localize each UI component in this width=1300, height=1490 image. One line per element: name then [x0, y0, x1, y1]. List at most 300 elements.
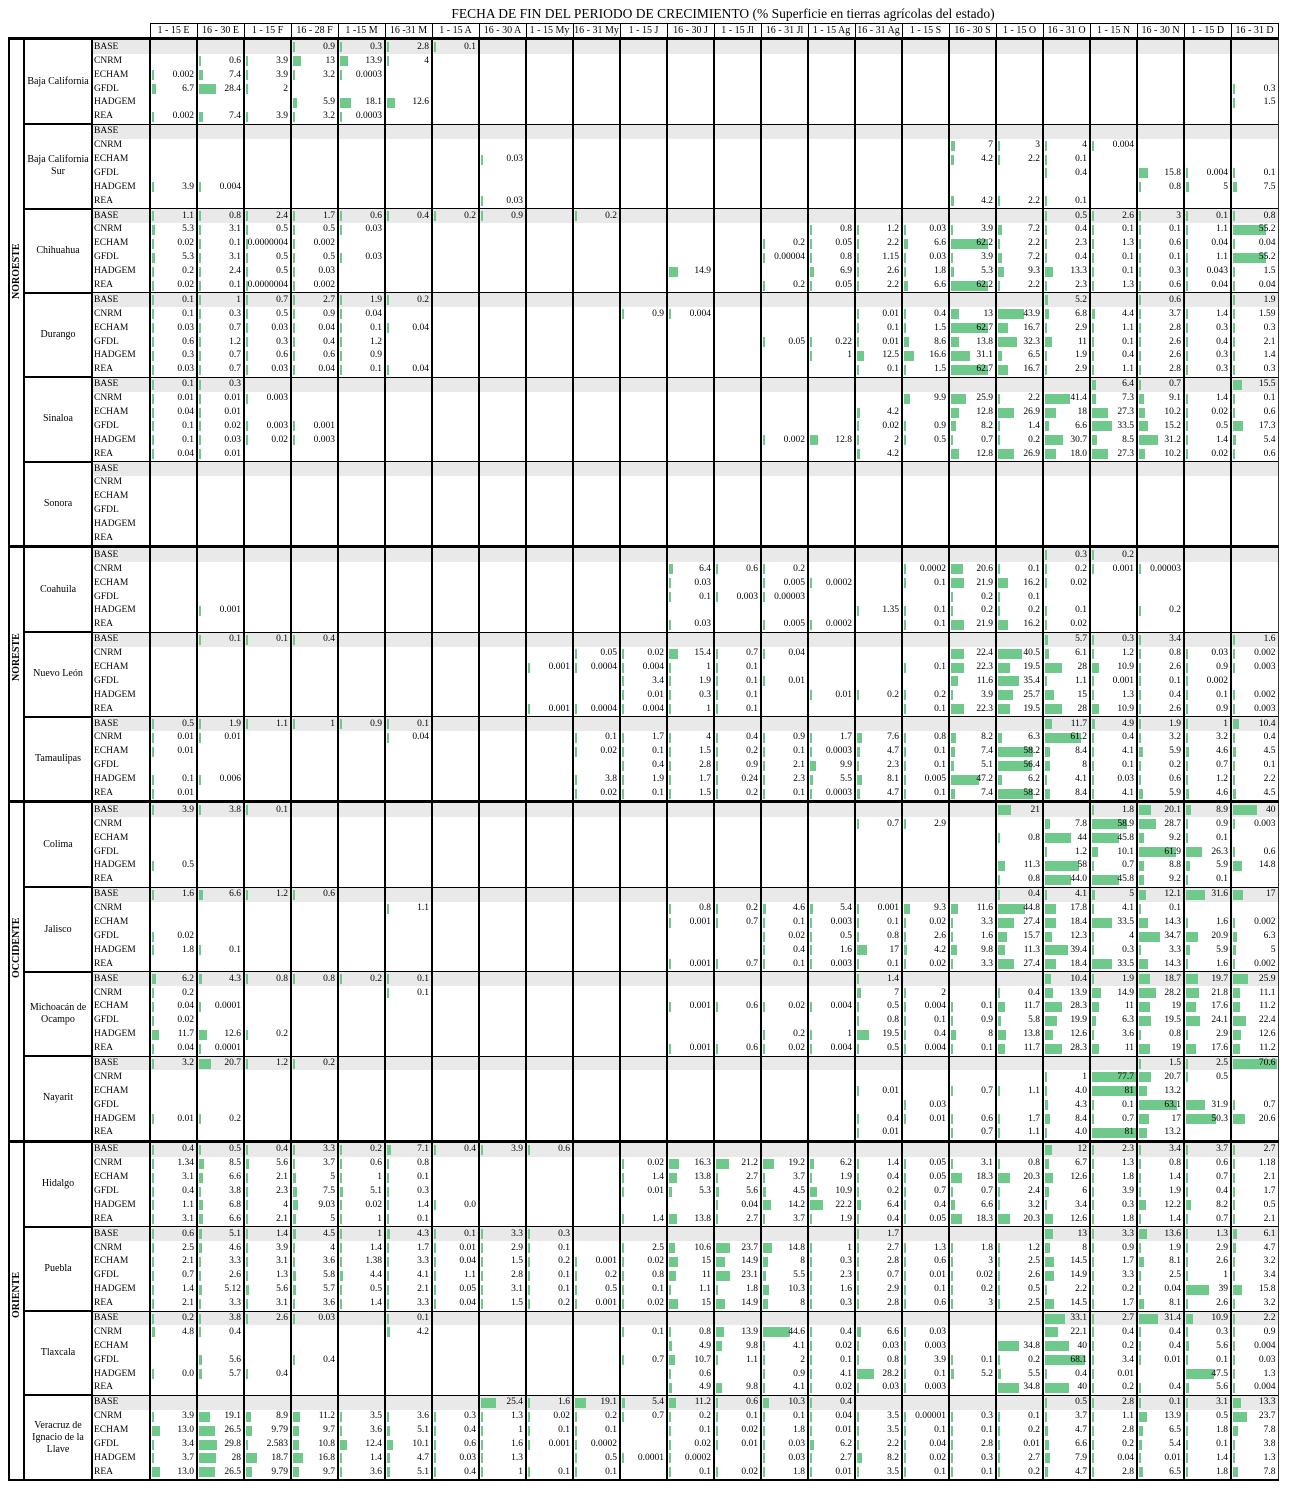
value-cell — [996, 632, 1043, 646]
value-cell — [1043, 1424, 1090, 1438]
value-text: 3.7 — [793, 1172, 806, 1183]
value-cell — [479, 576, 526, 590]
model-label: BASE — [92, 1311, 150, 1325]
value-cell — [996, 349, 1043, 363]
value-cell — [479, 1424, 526, 1438]
value-bar — [1233, 1440, 1235, 1450]
value-bar — [1139, 635, 1141, 645]
value-cell — [432, 887, 479, 901]
value-cell — [667, 1465, 714, 1480]
value-cell — [761, 1255, 808, 1269]
value-cell — [761, 462, 808, 476]
value-bar — [1092, 1243, 1094, 1253]
model-label: CNRM — [92, 731, 150, 745]
value-cell — [620, 1283, 667, 1297]
value-cell — [949, 902, 996, 916]
value-cell — [620, 1438, 667, 1452]
value-bar — [528, 1257, 530, 1267]
value-cell — [808, 490, 855, 504]
value-bar — [1186, 1355, 1188, 1365]
value-text: 4.1 — [793, 1340, 806, 1351]
value-cell — [291, 251, 338, 265]
value-cell — [1090, 618, 1137, 632]
value-text: 7.2 — [1028, 252, 1041, 263]
value-bar — [669, 959, 671, 969]
value-cell — [244, 887, 291, 901]
table-row — [9, 504, 1278, 518]
value-cell — [479, 223, 526, 237]
value-bar — [575, 775, 577, 785]
value-cell — [573, 1255, 620, 1269]
value-bar — [998, 435, 1000, 445]
value-cell — [197, 902, 244, 916]
value-cell — [573, 110, 620, 124]
value-bar — [199, 281, 201, 291]
value-bar — [763, 945, 765, 955]
value-text: 33.5 — [1117, 958, 1135, 969]
value-bar — [1092, 932, 1094, 942]
value-bar — [1186, 1271, 1188, 1281]
value-text: 0.001 — [595, 1256, 618, 1267]
value-cell — [667, 873, 714, 887]
model-label: GFDL — [92, 1269, 150, 1283]
value-cell — [1137, 604, 1184, 618]
value-cell — [526, 1241, 573, 1255]
value-cell — [573, 1367, 620, 1381]
value-cell — [667, 1185, 714, 1199]
value-cell — [996, 1241, 1043, 1255]
value-cell — [1231, 39, 1278, 54]
model-label: REA — [92, 1042, 150, 1056]
value-cell — [808, 916, 855, 930]
value-cell — [479, 180, 526, 194]
value-cell — [291, 223, 338, 237]
value-text: 2 — [941, 987, 947, 998]
value-bar — [1045, 578, 1047, 588]
value-cell — [1090, 1367, 1137, 1381]
value-cell — [902, 1056, 949, 1070]
value-bar — [998, 606, 1000, 616]
value-bar — [857, 904, 859, 914]
value-bar — [246, 1214, 248, 1224]
value-bar — [199, 1114, 201, 1124]
value-text: 5.7 — [1075, 634, 1088, 645]
value-cell — [432, 604, 479, 618]
value-cell — [526, 1014, 573, 1028]
value-cell — [1184, 223, 1231, 237]
value-bar — [340, 56, 348, 66]
value-cell — [714, 1424, 761, 1438]
value-cell — [1043, 1112, 1090, 1126]
value-cell — [996, 759, 1043, 773]
table-row — [9, 223, 1278, 237]
value-cell — [808, 674, 855, 688]
value-cell — [714, 110, 761, 124]
value-text: 0.4 — [276, 1368, 289, 1379]
value-text: 30.7 — [1070, 434, 1088, 445]
value-bar — [810, 435, 818, 445]
value-cell — [949, 1112, 996, 1126]
value-cell — [1231, 1325, 1278, 1339]
value-cell — [1137, 688, 1184, 702]
value-bar — [904, 789, 906, 799]
value-bar — [199, 1426, 215, 1436]
value-cell — [150, 1395, 197, 1409]
value-cell — [479, 321, 526, 335]
value-text: 3.3 — [1169, 944, 1182, 955]
value-bar — [622, 704, 624, 714]
value-cell — [244, 251, 291, 265]
value-bar — [1139, 421, 1148, 431]
value-cell — [1184, 1042, 1231, 1056]
value-bar — [904, 620, 906, 630]
value-cell — [1184, 1269, 1231, 1283]
value-text: 0.2 — [887, 689, 900, 700]
value-text: 0.02 — [177, 238, 195, 249]
value-cell — [479, 1465, 526, 1480]
value-text: 15.8 — [1164, 167, 1182, 178]
value-cell — [244, 1381, 291, 1395]
value-text: 2.1 — [276, 1213, 289, 1224]
value-cell — [197, 265, 244, 279]
value-text: 0.001 — [689, 1001, 712, 1012]
value-bar — [1045, 1285, 1047, 1295]
value-bar — [340, 1453, 342, 1463]
value-cell — [573, 1198, 620, 1212]
value-cell — [526, 194, 573, 208]
value-bar — [1233, 861, 1242, 871]
model-label: HADGEM — [92, 433, 150, 447]
value-cell — [291, 1098, 338, 1112]
value-cell — [620, 447, 667, 461]
value-text: 0.04 — [1117, 1452, 1135, 1463]
value-text: 1 — [1082, 1071, 1088, 1082]
value-cell — [1184, 462, 1231, 476]
value-text: 0.2 — [229, 1113, 242, 1124]
value-cell — [291, 1353, 338, 1367]
value-text: 28.7 — [1164, 818, 1182, 829]
value-text: 1.4 — [1216, 434, 1229, 445]
value-cell — [432, 1381, 479, 1395]
value-cell — [855, 1438, 902, 1452]
value-bar — [857, 733, 862, 743]
value-cell — [150, 590, 197, 604]
value-cell — [761, 363, 808, 377]
value-cell — [573, 1465, 620, 1480]
value-cell — [244, 590, 291, 604]
value-cell — [808, 717, 855, 731]
value-text: 2.6 — [887, 266, 900, 277]
value-cell — [526, 1311, 573, 1325]
value-cell — [1231, 943, 1278, 957]
value-cell — [291, 943, 338, 957]
value-bar — [716, 592, 718, 602]
model-label: REA — [92, 618, 150, 632]
value-bar — [434, 1229, 436, 1239]
value-text: 0.0004 — [590, 703, 618, 714]
value-text: 0.2 — [1122, 1284, 1135, 1295]
value-text: 4.2 — [981, 195, 994, 206]
model-label: ECHAM — [92, 153, 150, 167]
model-label: ECHAM — [92, 406, 150, 420]
value-text: 0.04 — [177, 1043, 195, 1054]
value-bar — [857, 351, 864, 361]
value-cell — [1043, 1241, 1090, 1255]
value-bar — [669, 1044, 671, 1054]
value-cell — [855, 1157, 902, 1171]
value-text: 0.7 — [981, 1185, 994, 1196]
value-cell — [1137, 335, 1184, 349]
period-header: 16 - 31 Jl — [761, 24, 808, 39]
value-bar — [1139, 1398, 1141, 1408]
value-cell — [620, 68, 667, 82]
value-text: 0.03 — [694, 619, 712, 630]
value-cell — [1184, 251, 1231, 265]
value-cell — [197, 1339, 244, 1353]
value-cell — [667, 717, 714, 731]
value-cell — [197, 1028, 244, 1042]
value-cell — [385, 1353, 432, 1367]
value-cell — [150, 39, 197, 54]
value-cell — [1043, 547, 1090, 562]
value-cell — [432, 873, 479, 887]
value-text: 0.02 — [224, 420, 242, 431]
value-cell — [1137, 745, 1184, 759]
value-cell — [808, 1410, 855, 1424]
value-cell — [385, 419, 432, 433]
value-text: 2.1 — [182, 1256, 195, 1267]
value-bar — [904, 253, 906, 263]
value-cell — [761, 124, 808, 138]
value-bar — [857, 819, 859, 829]
value-bar — [904, 1285, 906, 1295]
value-bar — [669, 1453, 671, 1463]
table-row — [9, 1465, 1278, 1480]
value-cell — [244, 576, 291, 590]
value-cell — [761, 1269, 808, 1283]
value-text: 0.03 — [929, 1099, 947, 1110]
value-cell — [761, 887, 808, 901]
value-bar — [622, 1159, 624, 1169]
value-cell — [761, 392, 808, 406]
value-cell — [479, 674, 526, 688]
value-cell — [1231, 1126, 1278, 1141]
value-cell — [761, 831, 808, 845]
value-cell — [949, 802, 996, 817]
value-cell — [902, 68, 949, 82]
value-cell — [150, 1424, 197, 1438]
value-text: 5.4 — [1169, 1439, 1182, 1449]
value-cell — [573, 1070, 620, 1084]
value-bar — [1233, 295, 1235, 305]
value-cell — [1137, 618, 1184, 632]
value-text: 0.9 — [981, 1015, 994, 1026]
value-bar — [1139, 323, 1141, 333]
table-row — [9, 462, 1278, 476]
state-label: Baja California — [24, 39, 92, 124]
value-text: 0.1 — [1263, 393, 1276, 404]
value-cell — [902, 916, 949, 930]
model-label: GFDL — [92, 930, 150, 944]
value-bar — [763, 733, 765, 743]
value-bar — [528, 1285, 530, 1295]
value-cell — [620, 1042, 667, 1056]
model-label: BASE — [92, 462, 150, 476]
value-text: 2.6 — [1216, 1298, 1229, 1309]
value-bar — [1092, 1214, 1094, 1224]
value-text: 2.9 — [887, 1284, 900, 1295]
value-text: 8 — [800, 1298, 806, 1309]
value-text: 4.4 — [1122, 308, 1135, 319]
value-bar — [293, 1314, 295, 1324]
value-text: 43.9 — [1023, 308, 1041, 319]
value-cell — [902, 1112, 949, 1126]
value-bar — [340, 1173, 342, 1183]
value-cell — [1231, 1297, 1278, 1311]
value-cell — [1043, 1339, 1090, 1353]
value-text: 0.1 — [417, 987, 430, 998]
value-cell — [291, 618, 338, 632]
value-cell — [244, 180, 291, 194]
value-cell — [1137, 1395, 1184, 1409]
value-cell — [479, 476, 526, 490]
value-cell — [1137, 930, 1184, 944]
value-bar — [481, 1398, 496, 1408]
value-cell — [479, 731, 526, 745]
value-cell — [714, 817, 761, 831]
value-cell — [197, 986, 244, 1000]
value-cell — [949, 223, 996, 237]
value-bar — [340, 70, 342, 80]
value-cell — [949, 1212, 996, 1226]
value-cell — [1184, 873, 1231, 887]
value-cell — [667, 674, 714, 688]
value-cell — [667, 1451, 714, 1465]
value-text: 0.03 — [177, 364, 195, 375]
value-cell — [902, 702, 949, 716]
value-cell — [761, 321, 808, 335]
value-text: 0.02 — [694, 1439, 712, 1449]
value-text: 0.2 — [746, 788, 759, 799]
value-bar — [340, 365, 342, 375]
value-text: 0.4 — [1216, 336, 1229, 347]
value-text: 0.002 — [1254, 917, 1276, 928]
value-cell — [855, 562, 902, 576]
value-cell — [385, 1395, 432, 1409]
value-text: 1.4 — [370, 1452, 383, 1463]
value-text: 4.1 — [840, 1368, 853, 1379]
value-bar — [951, 1299, 953, 1309]
value-cell — [573, 717, 620, 731]
model-label: GFDL — [92, 1098, 150, 1112]
value-bar — [857, 959, 859, 969]
value-cell — [338, 237, 385, 251]
value-text: 16.7 — [1023, 364, 1041, 375]
value-cell — [1137, 717, 1184, 731]
value-text: 0.6 — [934, 1256, 947, 1267]
value-bar — [1139, 861, 1144, 871]
value-cell — [1090, 759, 1137, 773]
value-cell — [1231, 1185, 1278, 1199]
value-cell — [244, 773, 291, 787]
value-text: 9.7 — [323, 1425, 336, 1436]
value-cell — [1137, 321, 1184, 335]
value-bar — [622, 1327, 624, 1337]
value-cell — [197, 972, 244, 986]
value-cell — [244, 1410, 291, 1424]
value-bar — [152, 1214, 154, 1224]
value-text: 19.9 — [1070, 1015, 1088, 1026]
value-cell — [667, 307, 714, 321]
value-text: 4 — [1129, 930, 1135, 941]
value-cell — [1090, 1395, 1137, 1409]
value-bar — [716, 1200, 718, 1210]
value-cell — [432, 462, 479, 476]
value-bar — [1139, 1327, 1141, 1337]
value-cell — [1090, 166, 1137, 180]
value-text: 3.3 — [511, 1228, 524, 1239]
value-cell — [1184, 518, 1231, 532]
value-bar — [1092, 550, 1094, 560]
value-cell — [150, 576, 197, 590]
value-cell — [996, 1185, 1043, 1199]
value-cell — [573, 1141, 620, 1156]
value-text: 0.8 — [887, 1015, 900, 1026]
value-cell — [197, 406, 244, 420]
value-text: 14.5 — [1070, 1256, 1088, 1267]
value-cell — [1231, 504, 1278, 518]
value-bar — [1045, 875, 1071, 885]
value-bar — [152, 988, 154, 998]
value-cell — [1090, 817, 1137, 831]
value-cell — [1043, 632, 1090, 646]
value-bar — [998, 564, 1000, 574]
value-bar — [998, 733, 1002, 743]
value-cell — [761, 817, 808, 831]
value-bar — [998, 649, 1022, 659]
value-text: 2.9 — [511, 1242, 524, 1253]
value-bar — [199, 1044, 201, 1054]
value-bar — [763, 564, 765, 574]
value-text: 6.6 — [229, 1213, 242, 1224]
value-cell — [150, 1227, 197, 1241]
value-cell — [432, 96, 479, 110]
value-text: 5 — [1270, 944, 1276, 955]
value-text: 0.1 — [464, 41, 477, 52]
value-bar — [716, 704, 718, 714]
value-text: 1.7 — [417, 1242, 430, 1253]
value-text: 41.4 — [1070, 393, 1088, 404]
value-cell — [338, 1410, 385, 1424]
value-cell — [996, 447, 1043, 461]
value-cell — [573, 1297, 620, 1311]
value-cell — [150, 745, 197, 759]
value-cell — [902, 124, 949, 138]
value-cell — [761, 1198, 808, 1212]
value-cell — [1184, 930, 1231, 944]
value-bar — [1092, 833, 1119, 843]
value-text: 8.5 — [229, 1158, 242, 1169]
value-text: 0.01 — [882, 336, 900, 347]
value-bar — [951, 155, 953, 165]
value-cell — [338, 194, 385, 208]
value-cell — [1231, 1056, 1278, 1070]
value-bar — [857, 1114, 859, 1124]
model-label: BASE — [92, 377, 150, 391]
value-text: 19.2 — [788, 1158, 806, 1169]
value-cell — [1231, 335, 1278, 349]
value-cell — [620, 632, 667, 646]
